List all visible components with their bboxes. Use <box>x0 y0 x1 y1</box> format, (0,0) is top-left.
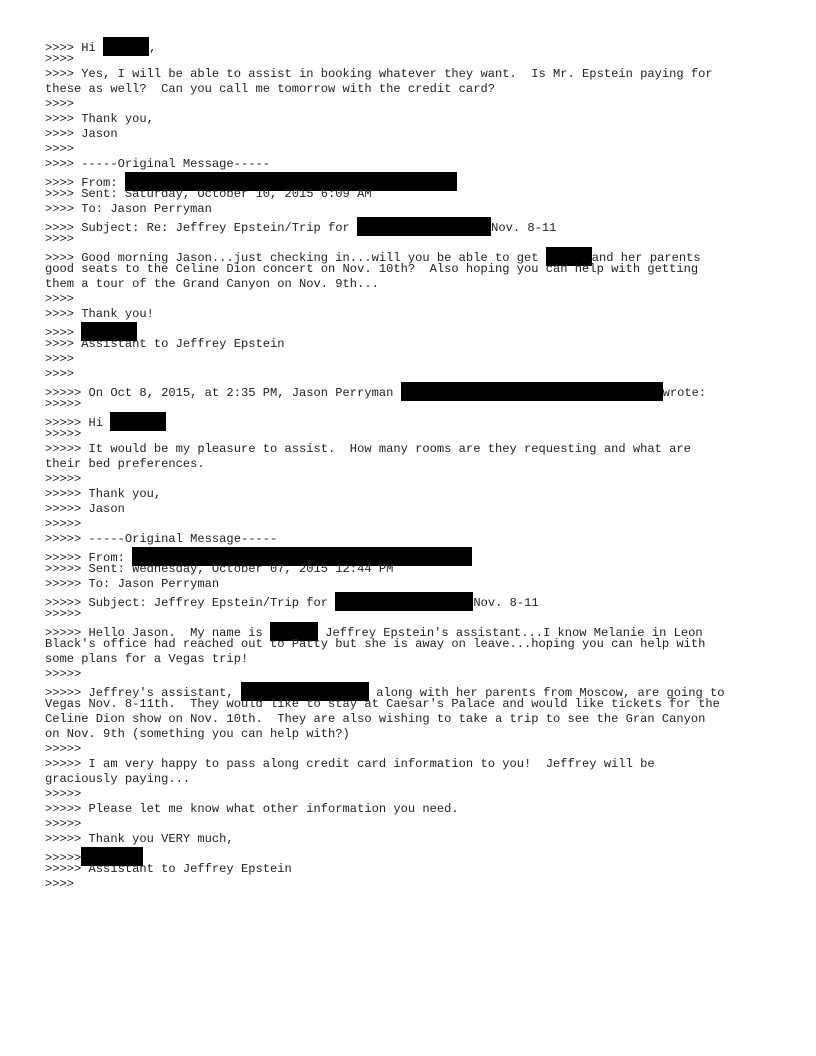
redaction-box <box>335 592 473 611</box>
text-line <box>45 457 785 472</box>
line-text: >>>>> Jeffrey's assistant, <box>45 686 241 700</box>
line-text: >>>> -----Original Message----- <box>45 157 270 171</box>
line-text: >>>> <box>45 326 82 340</box>
text-line <box>45 112 785 127</box>
line-text: >>>>> Thank you VERY much, <box>45 832 234 846</box>
line-text: >>>> <box>45 97 75 111</box>
line-text: >>>>> <box>45 397 82 411</box>
line-text: >>>>> Sent: Wednesday, October 07, 2015 12:44 PM <box>45 562 394 576</box>
line-text: graciously paying... <box>45 772 191 786</box>
line-text: >>>> Good morning Jason...just checking in...will you be able to get <box>45 251 546 265</box>
text-line <box>45 502 785 517</box>
line-text: Black's office had reached out to Patty but she is away on leave...hoping you can help with <box>45 637 706 651</box>
text-line <box>45 802 785 817</box>
text-line <box>45 577 785 592</box>
line-text: >>>>> -----Original Message----- <box>45 532 278 546</box>
line-text: >>>> Thank you! <box>45 307 154 321</box>
line-text: >>>> Sent: Saturday, October 10, 2015 6:09 AM <box>45 187 372 201</box>
line-text: and her parents <box>591 251 701 265</box>
line-text: on Nov. 9th (something you can help with?) <box>45 727 350 741</box>
text-line <box>45 712 785 727</box>
line-text: >>>> <box>45 877 75 891</box>
redaction-box <box>110 412 166 431</box>
redaction-box <box>103 37 149 56</box>
line-text: >>>>> <box>45 742 82 756</box>
line-text: , <box>149 41 157 55</box>
text-line <box>45 832 785 847</box>
text-line <box>45 772 785 787</box>
email-document <box>45 37 785 892</box>
text-line <box>45 667 785 682</box>
line-text: >>>> Jason <box>45 127 118 141</box>
text-line <box>45 367 785 382</box>
text-line <box>45 277 785 292</box>
line-text: >>>>> <box>45 817 82 831</box>
line-text: >>>>> Assistant to Jeffrey Epstein <box>45 862 292 876</box>
line-text: some plans for a Vegas trip! <box>45 652 249 666</box>
text-line <box>45 142 785 157</box>
text-line <box>45 697 785 712</box>
text-line <box>45 337 785 352</box>
line-text: >>>>> <box>45 851 82 865</box>
redaction-box <box>401 382 663 401</box>
line-text: >>>>> Subject: Jeffrey Epstein/Trip for <box>45 596 336 610</box>
text-line <box>45 442 785 457</box>
text-line <box>45 262 785 277</box>
line-text: >>>>> Hello Jason. My name is <box>45 626 270 640</box>
line-text: their bed preferences. <box>45 457 205 471</box>
text-line <box>45 67 785 82</box>
line-text: Vegas Nov. 8-11th. They would like to stay at Caesar's Palace and would like tickets for the <box>45 697 720 711</box>
text-line <box>45 742 785 757</box>
text-line <box>45 37 785 55</box>
text-line <box>45 82 785 97</box>
text-line <box>45 517 785 532</box>
line-text: them a tour of the Grand Canyon on Nov. 9th... <box>45 277 379 291</box>
text-line <box>45 292 785 307</box>
text-line <box>45 217 785 235</box>
text-line <box>45 817 785 832</box>
line-text: >>>>> On Oct 8, 2015, at 2:35 PM, Jason Perryman <box>45 386 401 400</box>
line-text: >>>> <box>45 352 75 366</box>
line-text: >>>>> I am very happy to pass along credit card information to you! Jeffrey will be <box>45 757 655 771</box>
text-line <box>45 247 785 265</box>
text-line <box>45 202 785 217</box>
line-text: >>>>> To: Jason Perryman <box>45 577 220 591</box>
line-text: >>>>> <box>45 787 82 801</box>
text-line <box>45 472 785 487</box>
text-line <box>45 682 785 700</box>
line-text: >>>>> <box>45 667 82 681</box>
line-text: >>>>> It would be my pleasure to assist. How many rooms are they requesting and what are <box>45 442 691 456</box>
text-line <box>45 652 785 667</box>
line-text: >>>> Yes, I will be able to assist in booking whatever they want. Is Mr. Epstein paying for <box>45 67 713 81</box>
line-text: >>>> Hi <box>45 41 104 55</box>
text-line <box>45 547 785 565</box>
line-text: >>>>> <box>45 607 82 621</box>
line-text: >>>> <box>45 292 75 306</box>
text-line <box>45 487 785 502</box>
text-line <box>45 637 785 652</box>
text-line <box>45 322 785 340</box>
line-text: >>>>> <box>45 517 82 531</box>
line-text: >>>> <box>45 142 75 156</box>
text-line <box>45 877 785 892</box>
line-text: wrote: <box>662 386 707 400</box>
line-text: along with her parents from Moscow, are going to <box>368 686 725 700</box>
line-text: Nov. 8-11 <box>473 596 539 610</box>
line-text: >>>> <box>45 232 75 246</box>
line-text: >>>> <box>45 367 75 381</box>
line-text: Celine Dion show on Nov. 10th. They are also wishing to take a trip to see the Gran Canyon <box>45 712 706 726</box>
line-text: >>>> From: <box>45 176 125 190</box>
text-line <box>45 862 785 877</box>
text-line <box>45 532 785 547</box>
line-text: >>>> Subject: Re: Jeffrey Epstein/Trip for <box>45 221 358 235</box>
text-line <box>45 727 785 742</box>
line-text: >>>> Assistant to Jeffrey Epstein <box>45 337 285 351</box>
line-text: >>>>> <box>45 427 82 441</box>
redaction-box <box>357 217 491 236</box>
line-text: >>>> To: Jason Perryman <box>45 202 212 216</box>
text-line <box>45 307 785 322</box>
text-line <box>45 412 785 430</box>
text-line <box>45 157 785 172</box>
line-text: >>>>> Jason <box>45 502 125 516</box>
text-line <box>45 97 785 112</box>
line-text: Nov. 8-11 <box>491 221 557 235</box>
text-line <box>45 622 785 640</box>
line-text: >>>> Thank you, <box>45 112 154 126</box>
text-line <box>45 127 785 142</box>
line-text: >>>> <box>45 52 75 66</box>
text-line <box>45 757 785 772</box>
line-text: good seats to the Celine Dion concert on Nov. 10th? Also hoping you can help with getting <box>45 262 699 276</box>
line-text: >>>>> Hi <box>45 416 111 430</box>
text-line <box>45 787 785 802</box>
text-line <box>45 592 785 610</box>
text-line <box>45 847 785 865</box>
text-line <box>45 172 785 190</box>
line-text: these as well? Can you call me tomorrow with the credit card? <box>45 82 495 96</box>
line-text: >>>>> Thank you, <box>45 487 162 501</box>
text-line <box>45 382 785 400</box>
line-text: >>>>> <box>45 472 82 486</box>
line-text: >>>>> From: <box>45 551 133 565</box>
text-line <box>45 352 785 367</box>
line-text: >>>>> Please let me know what other information you need. <box>45 802 459 816</box>
line-text: Jeffrey Epstein's assistant...I know Melanie in Leon <box>317 626 703 640</box>
